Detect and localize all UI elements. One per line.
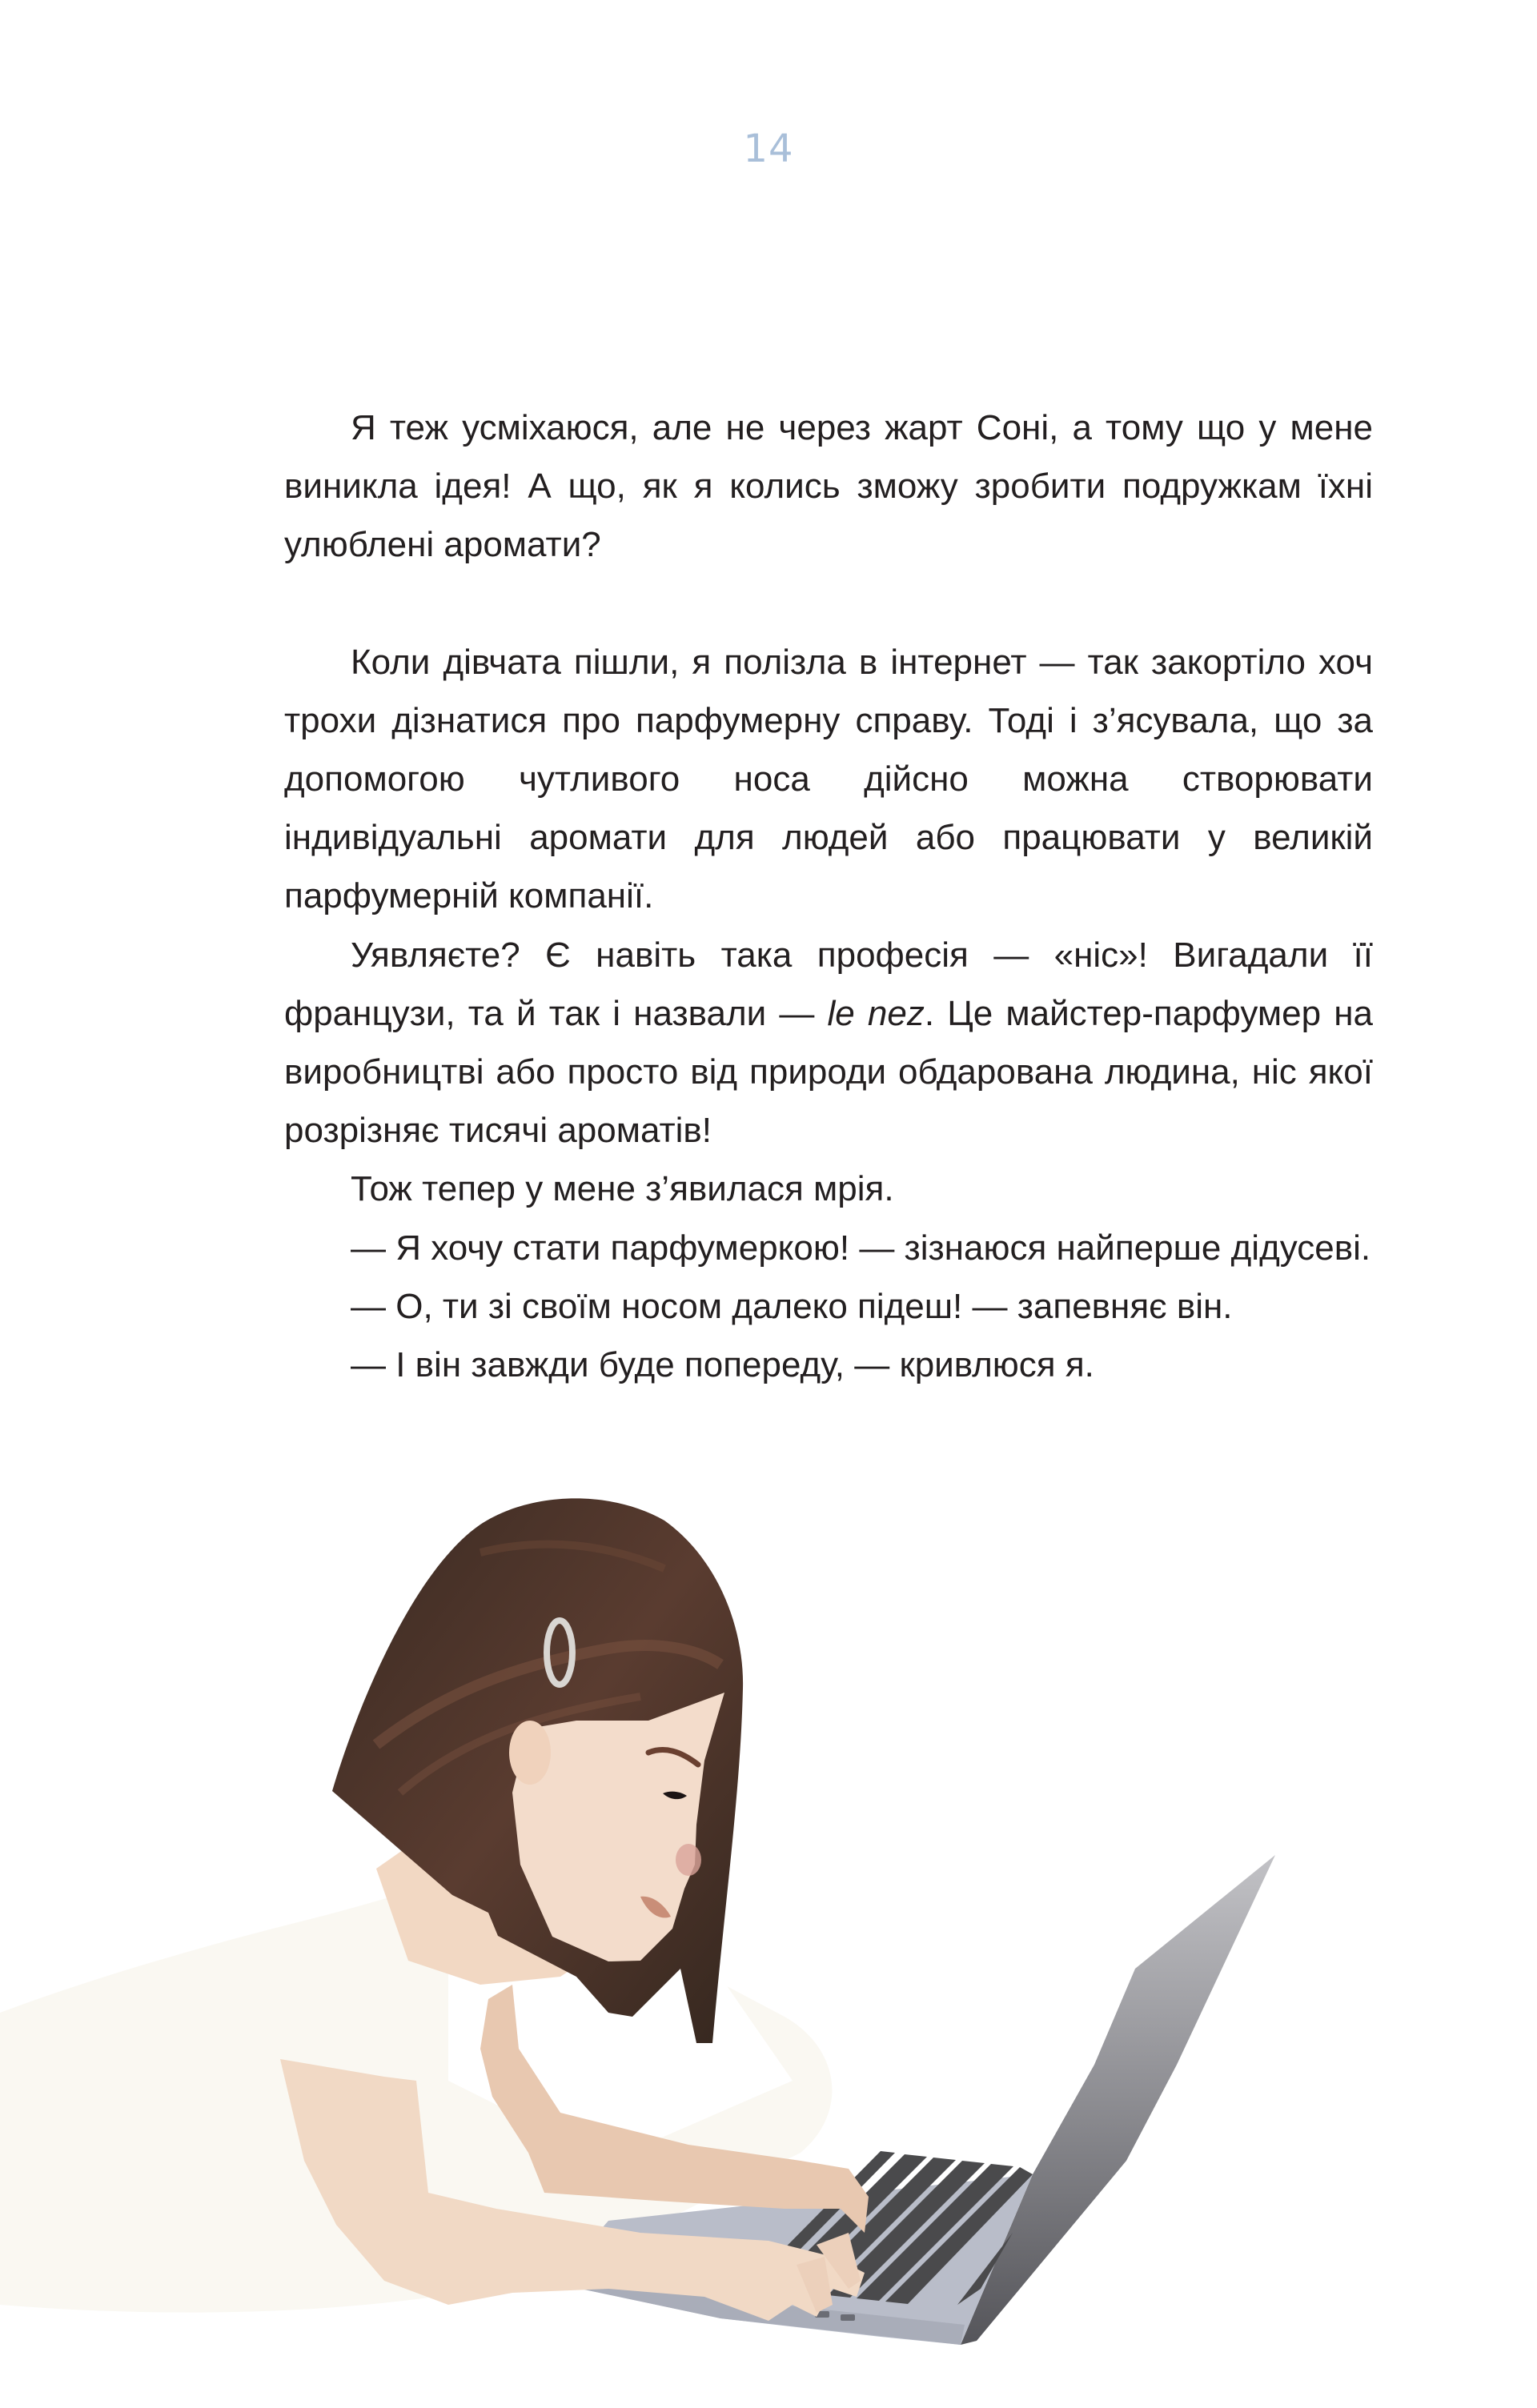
paragraph: Я теж усміхаюся, але не через жарт Соні, а тому що у мене виникла ідея! А що, як я колись зможу зробити подружкам їхні улюблені аромати? bbox=[284, 408, 1373, 565]
foreign-term: le nez bbox=[827, 993, 925, 1033]
page-number: 14 bbox=[743, 126, 794, 171]
port-icon bbox=[841, 2314, 855, 2321]
paragraph bbox=[284, 926, 1373, 1160]
girl-laptop-illustration bbox=[0, 1440, 1537, 2408]
paragraph: Коли дівчата пішли, я полізла в інтернет — так закортіло хоч трохи дізнатися про парфумерну справу. Тоді і з’ясувала, що за допомогою чутливого носа дійсно можна створювати індивідуальні аромати для людей або працювати у великій парфумерній компанії. bbox=[284, 642, 1373, 916]
paragraph-text: . Це майстер-парфумер на виробництві або просто від природи обдарована людина, ніс якої розрізняє тисячі ароматів! bbox=[284, 993, 1373, 1151]
paragraph-text: Уявляєте? Є навіть така професія — «ніс»! Вигадали її французи, та й так і назвали — bbox=[284, 935, 1373, 1033]
ear bbox=[509, 1721, 551, 1785]
dialogue-line: — Я хочу стати парфумеркою! — зізнаюся найперше дідусеві. bbox=[351, 1228, 1371, 1268]
body-text bbox=[284, 399, 1373, 1394]
dialogue-line: — І він завжди буде попереду, — кривлюся я. bbox=[351, 1345, 1094, 1385]
dialogue-line: — О, ти зі своїм носом далеко підеш! — запевняє він. bbox=[351, 1286, 1233, 1326]
paragraph: Тож тепер у мене з’явилася мрія. bbox=[351, 1169, 894, 1209]
